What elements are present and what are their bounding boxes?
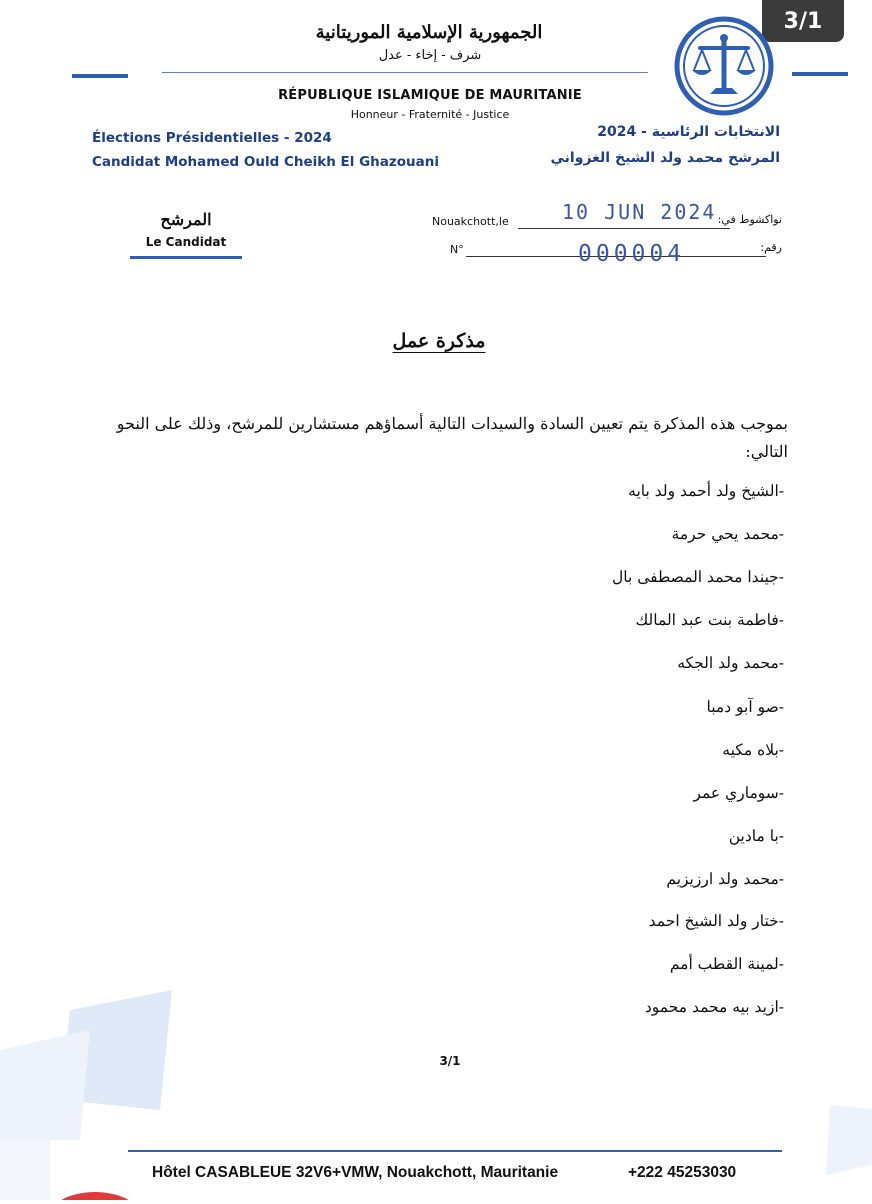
election-title-fr: Élections Présidentielles - 2024 <box>92 130 332 146</box>
footer-rule <box>128 1150 782 1152</box>
list-item: -الشيخ ولد أحمد ولد بايه <box>628 482 784 500</box>
footer-address: Hôtel CASABLEUE 32V6+VMW, Nouakchott, Mauritanie <box>152 1164 559 1181</box>
page-number: 3/1 <box>439 1054 461 1068</box>
list-item: -فاطمة بنت عبد المالك <box>635 611 784 629</box>
french-motto: Honneur - Fraternité - Justice <box>350 108 510 121</box>
header-rule <box>162 72 648 73</box>
list-item: -با مادين <box>728 827 784 845</box>
sender-ar: المرشح <box>160 210 212 229</box>
number-stamp: 000004 <box>578 241 686 267</box>
french-republic-title: RÉPUBLIQUE ISLAMIQUE DE MAURITANIE <box>278 88 582 103</box>
number-label-ar: رقم: <box>760 241 782 254</box>
arabic-motto: شرف - إخاء - عدل <box>378 48 482 63</box>
list-item: -ختار ولد الشيخ احمد <box>648 912 784 930</box>
sender-fr: Le Candidat <box>145 235 227 249</box>
list-item: -لمينة القطب أمم <box>669 955 784 973</box>
scales-of-justice-icon <box>672 14 776 118</box>
memo-title: مذكرة عمل <box>392 330 486 352</box>
list-item: -محمد يحي حرمة <box>671 525 784 543</box>
date-line <box>518 228 730 229</box>
arabic-republic-title: الجمهورية الإسلامية الموريتانية <box>315 22 543 43</box>
list-item: -محمد ولد ارزيزيم <box>666 870 784 888</box>
list-item: -ازيد بيه محمد محمود <box>644 998 784 1016</box>
number-label-fr: N° <box>450 243 464 256</box>
red-corner-shape <box>50 1186 140 1200</box>
header-right-bar <box>792 72 848 76</box>
date-stamp: 10 JUN 2024 <box>562 200 717 224</box>
page-badge: 3/1 <box>762 0 844 42</box>
place-label-ar: نواكشوط في: <box>717 213 782 226</box>
footer-phone: +222 45253030 <box>628 1164 737 1181</box>
list-item: -سوماري عمر <box>693 784 784 802</box>
election-title-ar: الانتخابات الرئاسية - 2024 <box>597 124 780 140</box>
list-item: -محمد ولد الجكه <box>677 654 784 672</box>
header-left-bar <box>72 74 128 78</box>
candidate-name-fr: Candidat Mohamed Ould Cheikh El Ghazouani <box>92 154 439 170</box>
candidate-name-ar: المرشح محمد ولد الشيخ الغزواني <box>550 150 780 166</box>
list-item: -جيندا محمد المصطفى بال <box>611 568 784 586</box>
memo-intro: بموجب هذه المذكرة يتم تعيين السادة والسيدات التالية أسماؤهم مستشارين للمرشح، وذلك على النحو التالي: <box>116 414 788 461</box>
decorative-shape-right <box>810 1105 872 1175</box>
place-label-fr: Nouakchott,le <box>432 215 509 228</box>
sender-underline <box>130 256 242 259</box>
list-item: -بلاه مكيه <box>722 741 784 759</box>
list-item: -صو آبو دمبا <box>706 698 784 716</box>
